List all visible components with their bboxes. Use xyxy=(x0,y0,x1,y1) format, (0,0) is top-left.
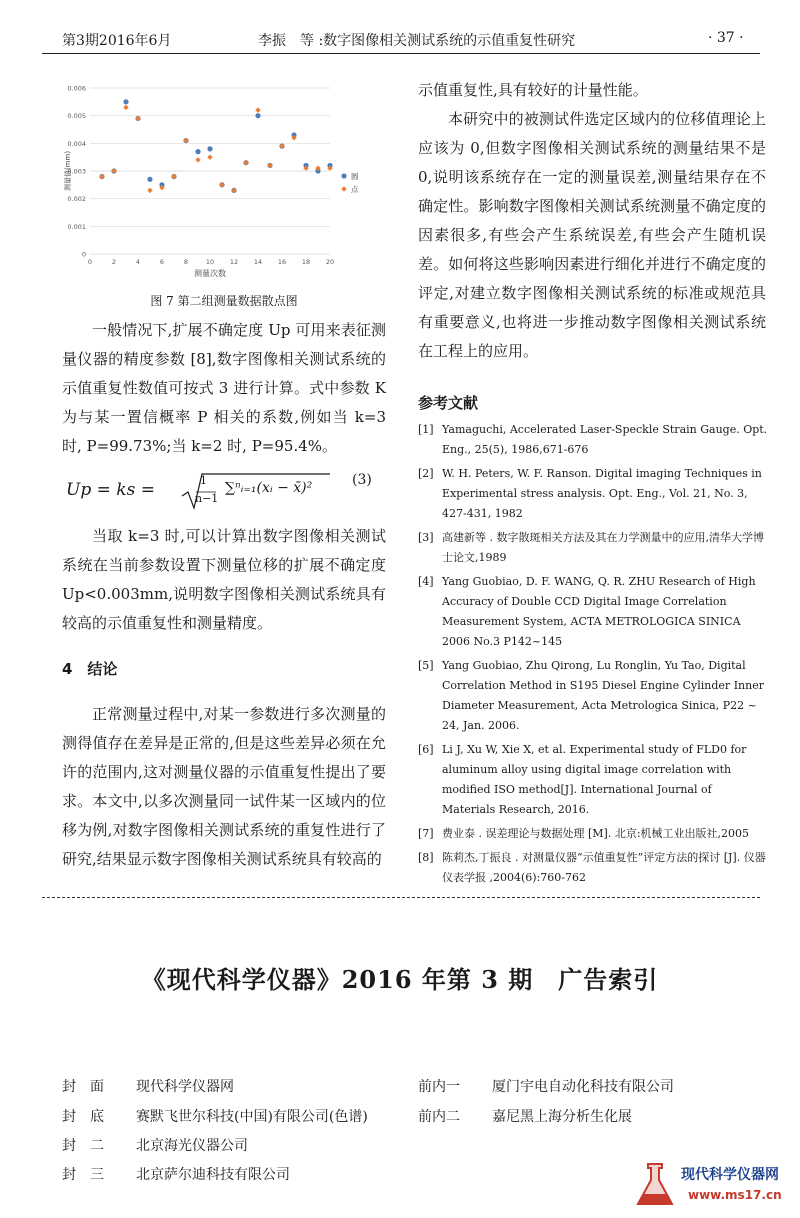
reference-number: [3] xyxy=(418,531,434,544)
y-tick-label: 0.001 xyxy=(67,222,86,231)
data-point-diamond xyxy=(243,160,248,165)
watermark-site-name: 现代科学仪器网 xyxy=(681,1167,779,1183)
reference-number: [7] xyxy=(418,827,434,840)
ad-entry xyxy=(418,1106,632,1126)
section-heading-conclusion: 4 结论 xyxy=(62,660,118,678)
ad-position: 前内一 xyxy=(418,1079,460,1095)
paragraph-continued: 示值重复性,具有较好的计量性能。 xyxy=(418,81,648,99)
header-rule xyxy=(42,53,760,54)
reference-item xyxy=(418,464,768,524)
x-tick-label: 12 xyxy=(229,258,239,266)
reference-item xyxy=(418,824,768,844)
x-tick-label: 20 xyxy=(325,258,335,266)
watermark-url: www.ms17.cn xyxy=(688,1188,782,1202)
ad-entry xyxy=(62,1164,290,1184)
ad-advertiser: 赛默飞世尔科技(中国)有限公司(色谱) xyxy=(136,1109,368,1125)
ad-position: 封 面 xyxy=(62,1079,104,1095)
data-point-diamond xyxy=(171,174,176,179)
reference-number: [5] xyxy=(418,659,434,672)
paragraph-conclusion: 正常测量过程中,对某一参数进行多次测量的测得值存在差异是正常的,但是这些差异必须在允许的范围内,这对测量仪器的示值重复性提出了要求。本文中,以多次测量同一试件某一区域内的位移为例,对数字图像相关测试系统的重复性进行了研究,结果显示数字图像相关测试系统具有较高的 xyxy=(62,705,386,868)
y-tick-label: 0 xyxy=(81,250,86,259)
reference-text: W. H. Peters, W. F. Ranson. Digital imaging Techniques in Experimental stress analysis. Opt. Eng., Vol. 21, No. 3, 427-431, 1982 xyxy=(442,467,762,520)
y-tick-label: 0.003 xyxy=(67,167,86,176)
legend-marker-circle xyxy=(341,173,346,178)
data-point-diamond xyxy=(183,138,188,143)
reference-list xyxy=(418,420,768,892)
page-number: · 37 · xyxy=(708,30,744,46)
ad-index-title: 《现代科学仪器》2016 年第 3 期 广告索引 xyxy=(141,965,659,994)
ad-advertiser: 现代科学仪器网 xyxy=(136,1079,234,1095)
ad-advertiser: 北京海光仪器公司 xyxy=(136,1138,248,1154)
reference-item xyxy=(418,656,768,736)
x-tick-label: 6 xyxy=(159,258,165,266)
reference-number: [6] xyxy=(418,743,434,756)
paragraph-result: 当取 k=3 时,可以计算出数字图像相关测试系统在当前参数设置下测量位移的扩展不确定度Up<0.003mm,说明数字图像相关测试系统具有较高的示值重复性和测量精度。 xyxy=(62,527,386,632)
data-point-diamond xyxy=(99,174,104,179)
reference-text: Yamaguchi, Accelerated Laser-Speckle Strain Gauge. Opt. Eng., 25(5), 1986,671-676 xyxy=(442,423,768,456)
paragraph-discussion: 本研究中的被测试件选定区域内的位移值理论上应该为 0,但数字图像相关测试系统的测量结果不是 0,说明该系统存在一定的测量误差,测量结果存在不确定性。影响数字图像相关测试系统测量不确定度的因素很多,有些会产生系统误差,有些会产生随机误差。如何将这些影响因素进行细化并进行不确定度的评定,对建立数字图像相关测试系统的标准或规范具有重要意义,也将进一步推动数字图像相关测试系统在工程上的应用。 xyxy=(418,110,766,360)
x-tick-label: 2 xyxy=(111,258,117,266)
ad-advertiser: 北京萨尔迪科技有限公司 xyxy=(136,1167,290,1183)
x-tick-label: 16 xyxy=(277,258,287,266)
data-point-diamond xyxy=(231,188,236,193)
data-point-diamond xyxy=(111,168,116,173)
equation-3 xyxy=(62,470,386,516)
x-tick-label: 10 xyxy=(205,258,215,266)
paragraph-uncertainty: 一般情况下,扩展不确定度 Up 可用来表征测量仪器的精度参数 [8],数字图像相关测试系统的示值重复性数值可按式 3 进行计算。式中参数 K 为与某一置信概率 P 相关的系数,例如当 k=3 时, P=99.73%;当 k=2 时, P=95.4%。 xyxy=(62,321,386,455)
reference-item xyxy=(418,848,768,888)
data-point-circle xyxy=(207,146,212,151)
reference-item xyxy=(418,740,768,820)
scatter-chart-svg xyxy=(62,78,386,284)
data-point-diamond xyxy=(135,116,140,121)
data-point-diamond xyxy=(279,143,284,148)
watermark-logo xyxy=(628,1158,798,1214)
ad-entry xyxy=(62,1106,368,1126)
ad-entry xyxy=(62,1135,248,1155)
data-point-diamond xyxy=(207,154,212,159)
running-header-title: 李振 等 :数字图像相关测试系统的示值重复性研究 xyxy=(258,33,576,49)
flask-icon xyxy=(630,1160,680,1210)
x-tick-label: 0 xyxy=(87,258,93,266)
data-point-diamond xyxy=(219,182,224,187)
ad-entry xyxy=(418,1076,674,1096)
reference-item xyxy=(418,420,768,460)
x-tick-label: 18 xyxy=(301,258,311,266)
y-tick-label: 0.006 xyxy=(67,84,86,93)
data-point-circle xyxy=(147,177,152,182)
scatter-chart xyxy=(62,78,386,284)
reference-text: Li J, Xu W, Xie X, et al. Experimental study of FLD0 for aluminum alloy using digital image correlation with modified ISO method[J]. International Journal of Materials Research, 2016. xyxy=(442,743,747,816)
reference-number: [2] xyxy=(418,467,434,480)
y-axis-label: 测量值(mm) xyxy=(64,150,72,192)
ad-position: 封 三 xyxy=(62,1167,104,1183)
left-column-intro xyxy=(62,316,386,461)
reference-number: [1] xyxy=(418,423,434,436)
x-tick-label: 4 xyxy=(135,258,141,266)
x-tick-label: 14 xyxy=(253,258,263,266)
legend-label: 圆 xyxy=(351,172,359,181)
y-tick-label: 0.002 xyxy=(67,195,86,204)
fraction-numerator: 1 xyxy=(200,474,207,487)
data-point-diamond xyxy=(147,188,152,193)
reference-text: 陈莉杰,丁振良 . 对测量仪器“示值重复性”评定方法的探讨 [J]. 仪器仪表学报 ,2004(6):760-762 xyxy=(442,851,766,884)
ad-position: 前内二 xyxy=(418,1109,460,1125)
running-header-issue: 第3期2016年6月 xyxy=(62,33,172,49)
ad-entry xyxy=(62,1076,234,1096)
data-point-diamond xyxy=(267,163,272,168)
left-column-conclusion xyxy=(62,700,386,874)
right-column-text xyxy=(418,76,766,366)
data-point-circle xyxy=(123,99,128,104)
reference-number: [8] xyxy=(418,851,434,864)
ad-advertiser: 嘉尼黑上海分析生化展 xyxy=(492,1109,632,1125)
legend-label: 点 xyxy=(351,185,359,194)
reference-number: [4] xyxy=(418,575,434,588)
reference-item xyxy=(418,528,768,568)
reference-text: Yang Guobiao, Zhu Qirong, Lu Ronglin, Yu Tao, Digital Correlation Method in S195 Diesel Engine Cylinder Inner Diameter Measurement, Acta Metrologica Sinica, P22 ~ 24, Jan. 2006. xyxy=(442,659,764,732)
ad-position: 封 底 xyxy=(62,1109,104,1125)
data-point-diamond xyxy=(195,157,200,162)
figure-caption: 图 7 第二组测量数据散点图 xyxy=(150,294,298,308)
reference-item xyxy=(418,572,768,652)
data-point-diamond xyxy=(255,107,260,112)
data-point-circle xyxy=(255,113,260,118)
y-tick-label: 0.004 xyxy=(67,139,86,148)
left-column-result xyxy=(62,522,386,638)
reference-text: 高建新等 . 数字散斑相关方法及其在力学测量中的应用,清华大学博士论文,1989 xyxy=(442,531,764,564)
data-point-diamond xyxy=(123,105,128,110)
summation: ∑ⁿᵢ₌₁(xᵢ − x̄)² xyxy=(225,480,313,496)
equation-number: (3) xyxy=(352,472,372,488)
ad-position: 封 二 xyxy=(62,1138,104,1154)
data-point-circle xyxy=(195,149,200,154)
x-tick-label: 8 xyxy=(183,258,189,266)
fraction-denominator: n−1 xyxy=(195,492,219,505)
legend-marker-diamond xyxy=(341,186,346,191)
equation-lhs: Up = ks = xyxy=(66,480,155,500)
reference-text: 费业泰 . 误差理论与数据处理 [M]. 北京:机械工业出版社,2005 xyxy=(442,827,750,840)
y-tick-label: 0.005 xyxy=(67,112,86,121)
ad-advertiser: 厦门宇电自动化科技有限公司 xyxy=(492,1079,674,1095)
references-heading: 参考文献 xyxy=(418,394,479,412)
reference-text: Yang Guobiao, D. F. WANG, Q. R. ZHU Research of High Accuracy of Double CCD Digital Image Correlation Measurement System, ACTA METROLOGICA SINICA 2006 No.3 P142~145 xyxy=(442,575,756,648)
x-axis-label: 测量次数 xyxy=(194,269,226,278)
dashed-divider xyxy=(42,897,760,898)
